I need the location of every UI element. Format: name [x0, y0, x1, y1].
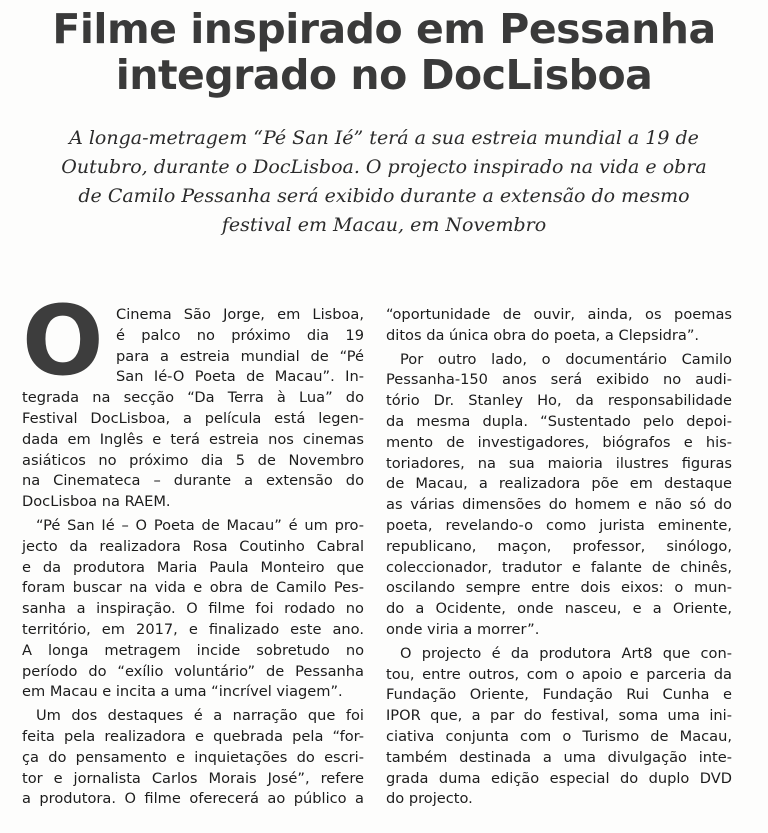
body-line: ciativa conjunta com o Turismo de Macau,	[386, 727, 732, 745]
body-line: toriadores, na sua maioria ilustres figuras	[386, 454, 732, 472]
body-line: de Macau, a realizadora põe em destaque	[386, 475, 732, 493]
body-line: feita pela realizadora e quebrada pela “for-	[22, 727, 364, 745]
body-line: do a Ocidente, onde nasceu, e a Oriente,	[386, 600, 732, 618]
body-line: San Ié-O Poeta de Macau”. In-	[116, 368, 364, 386]
body-line: é palco no próximo dia 19	[116, 326, 364, 344]
body-line: a produtora. O filme oferecerá ao público a	[22, 790, 364, 808]
body-line: do projecto.	[386, 790, 473, 808]
headline-line: Filme inspirado em Pessanha	[52, 5, 716, 53]
article-column-right	[386, 305, 732, 810]
body-line: oscilando sempre entre dois eixos: o mun-	[386, 579, 732, 597]
body-line: foram buscar na vida e obra de Camilo Pes-	[22, 579, 364, 597]
lede-line: Outubro, durante o DocLisboa. O projecto inspirado na vida e obra	[61, 156, 707, 178]
body-line: “Pé San Ié – O Poeta de Macau” é um pro-	[36, 516, 364, 534]
body-line: poeta, revelando-o como jurista eminente,	[386, 516, 732, 534]
body-line: tou, entre outros, com o apoio e parceria da	[386, 665, 732, 683]
body-line: ditos da única obra do poeta, a Clepsidra”.	[386, 326, 700, 344]
body-line: Fundação Oriente, Fundação Rui Cunha e	[386, 686, 732, 704]
body-line: em Macau e incita a uma “incrível viagem”.	[22, 683, 343, 701]
article-lede	[22, 124, 746, 240]
body-line: tor e jornalista Carlos Morais José”, refere	[22, 769, 364, 787]
body-line: tório Dr. Stanley Ho, da responsabilidade	[386, 392, 732, 410]
body-line: asiáticos no próximo dia 5 de Novembro	[22, 451, 364, 469]
body-line: O projecto é da produtora Art8 que con-	[400, 644, 732, 662]
body-line: A longa metragem incide sobretudo no	[22, 641, 364, 659]
lede-line: A longa-metragem “Pé San Ié” terá a sua estreia mundial a 19 de	[69, 127, 699, 149]
body-line: onde viria a morrer”.	[386, 620, 540, 638]
body-line: Pessanha-150 anos será exibido no audi-	[386, 371, 732, 389]
article-headline	[0, 6, 768, 98]
body-line: republicano, maçon, professor, sinólogo,	[386, 537, 732, 555]
body-line: coleccionador, tradutor e falante de chinês,	[386, 558, 732, 576]
body-line: ça do pensamento e inquietações do escri-	[22, 748, 364, 766]
article-column-left	[22, 285, 364, 810]
headline-line: integrado no DocLisboa	[115, 51, 653, 99]
body-line: grada duma edição especial do duplo DVD	[386, 769, 732, 787]
body-line: sanha a inspiração. O filme foi rodado no	[22, 600, 364, 618]
body-line: tegrada na secção “Da Terra à Lua” do	[22, 389, 364, 407]
body-line: Festival DocLisboa, a película está legen-	[22, 409, 364, 427]
lede-line: de Camilo Pessanha será exibido durante a extensão do mesmo	[78, 185, 690, 207]
body-line: as várias dimensões do homem e não só do	[386, 496, 732, 514]
body-line: também destinada a uma divulgação inte-	[386, 748, 732, 766]
drop-cap: O	[22, 285, 104, 397]
body-line: para a estreia mundial de “Pé	[116, 347, 364, 365]
body-line: DocLisboa na RAEM.	[22, 493, 171, 511]
body-line: jecto da realizadora Rosa Coutinho Cabral	[22, 537, 364, 555]
body-line: Por outro lado, o documentário Camilo	[400, 350, 732, 368]
body-line: “oportunidade de ouvir, ainda, os poemas	[386, 306, 732, 323]
lede-line: festival em Macau, em Novembro	[221, 214, 547, 236]
body-line: IPOR que, a par do festival, soma uma ini-	[386, 707, 732, 725]
body-line: mento de investigadores, biógrafos e his-	[386, 433, 732, 451]
body-line: da mesma dupla. “Sustentado pelo depoi-	[386, 412, 732, 430]
body-line: Um dos destaques é a narração que foi	[36, 707, 364, 725]
body-line: período do “exílio voluntário” de Pessanha	[22, 662, 364, 680]
body-line: na Cinemateca – durante a extensão do	[22, 472, 364, 490]
body-line: Cinema São Jorge, em Lisboa,	[116, 306, 364, 323]
body-line: território, em 2017, e finalizado este ano.	[22, 620, 364, 638]
body-line: e da produtora Maria Paula Monteiro que	[22, 558, 364, 576]
body-line: dada em Inglês e terá estreia nos cinemas	[22, 430, 364, 448]
